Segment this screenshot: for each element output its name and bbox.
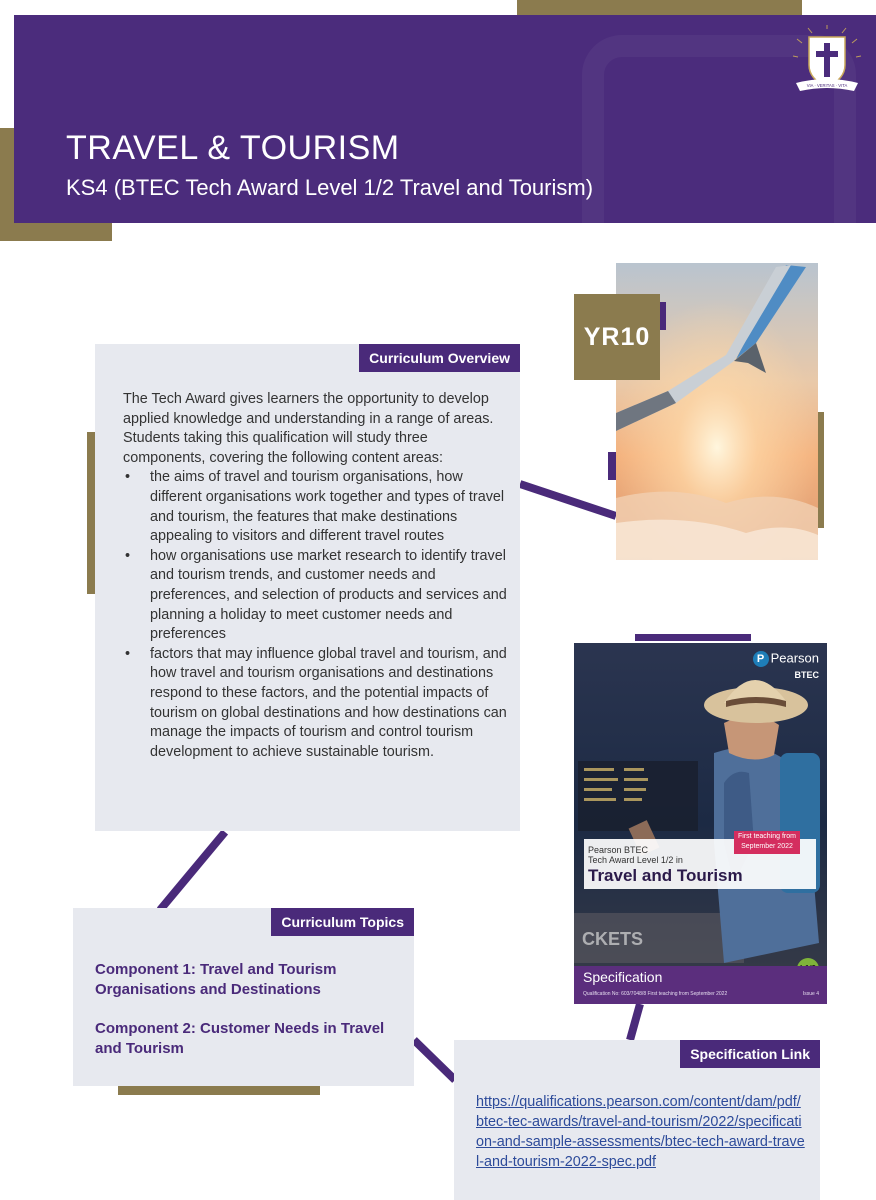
specification-link-card	[454, 1040, 820, 1200]
gold-accent-overview	[87, 432, 95, 594]
curriculum-overview-text	[123, 390, 508, 762]
purple-accent-cover	[635, 634, 751, 641]
pearson-brand-name: Pearson	[770, 650, 819, 666]
cover-spec-label: Specification	[583, 969, 663, 985]
specification-url-link[interactable]: https://qualifications.pearson.com/content/dam/pdf/btec-tec-awards/travel-and-tourism/2022/specification-and-sample-assessments/btec-tech-award-travel-and-tourism-2022-spec.pdf	[476, 1094, 805, 1170]
gold-accent-topics	[118, 1086, 320, 1095]
cover-footer-left: Qualification No: 603/7048/8 First teaching from September 2022	[583, 991, 728, 997]
curriculum-topics-list	[95, 960, 395, 1078]
pearson-brand	[753, 651, 819, 682]
cover-spec-bar	[574, 966, 827, 1004]
curriculum-topics-tab: Curriculum Topics	[271, 908, 414, 936]
cover-title: Travel and Tourism	[588, 866, 743, 885]
curriculum-topics-card	[73, 908, 414, 1086]
specification-cover-image	[574, 643, 827, 1004]
cover-footer-right: Issue 4	[802, 991, 819, 997]
purple-accent-photo	[608, 452, 616, 480]
purple-accent-yr10	[660, 302, 666, 330]
pearson-brand-sub: BTEC	[794, 670, 819, 680]
gold-accent-photo-right	[818, 412, 824, 528]
page-subtitle: KS4 (BTEC Tech Award Level 1/2 Travel and Tourism)	[66, 175, 594, 200]
cover-line1: Pearson BTEC	[588, 845, 649, 855]
topic-item: Component 2: Customer Needs in Travel and Tourism	[95, 1020, 385, 1057]
topic-item: Component 1: Travel and Tourism Organisations and Destinations	[95, 961, 337, 998]
cover-line2: Tech Award Level 1/2 in	[588, 855, 683, 865]
overview-bullet: • the aims of travel and tourism organisations, how different organisations work together and types of travel and tourism, the features that make destinations appealing to visitors and different travel routes	[123, 468, 508, 546]
specification-link-tab: Specification Link	[680, 1040, 820, 1068]
overview-bullet-list	[123, 468, 508, 762]
overview-bullet: • how organisations use market research to identify travel and tourism trends, and customer needs and preferences, and selection of products and services and planning a holiday to meet customer needs and preferences	[123, 547, 508, 645]
year-badge: YR10	[574, 294, 660, 380]
curriculum-overview-card	[95, 344, 520, 831]
crest-motto: VIA · VERITAS · VITA	[806, 83, 848, 88]
pearson-logo-icon: P	[753, 651, 769, 667]
cover-board-text: CKETS	[582, 929, 644, 949]
cover-background	[574, 643, 827, 1004]
page-title: TRAVEL & TOURISM	[66, 129, 400, 167]
overview-intro: The Tech Award gives learners the opportunity to develop applied knowledge and understanding in a range of areas. Students taking this qualification will study three components, covering the following content areas:	[123, 391, 494, 466]
overview-bullet: • factors that may influence global travel and tourism, and how travel and tourism organisations and destinations respond to these factors, and the potential impacts of tourism on global destinations and how destinations can manage the impacts of tourism and control tourism development to achieve sustainable tourism.	[123, 645, 508, 763]
first-teaching-badge: First teaching from September 2022	[734, 831, 800, 854]
curriculum-overview-tab: Curriculum Overview	[359, 344, 520, 372]
